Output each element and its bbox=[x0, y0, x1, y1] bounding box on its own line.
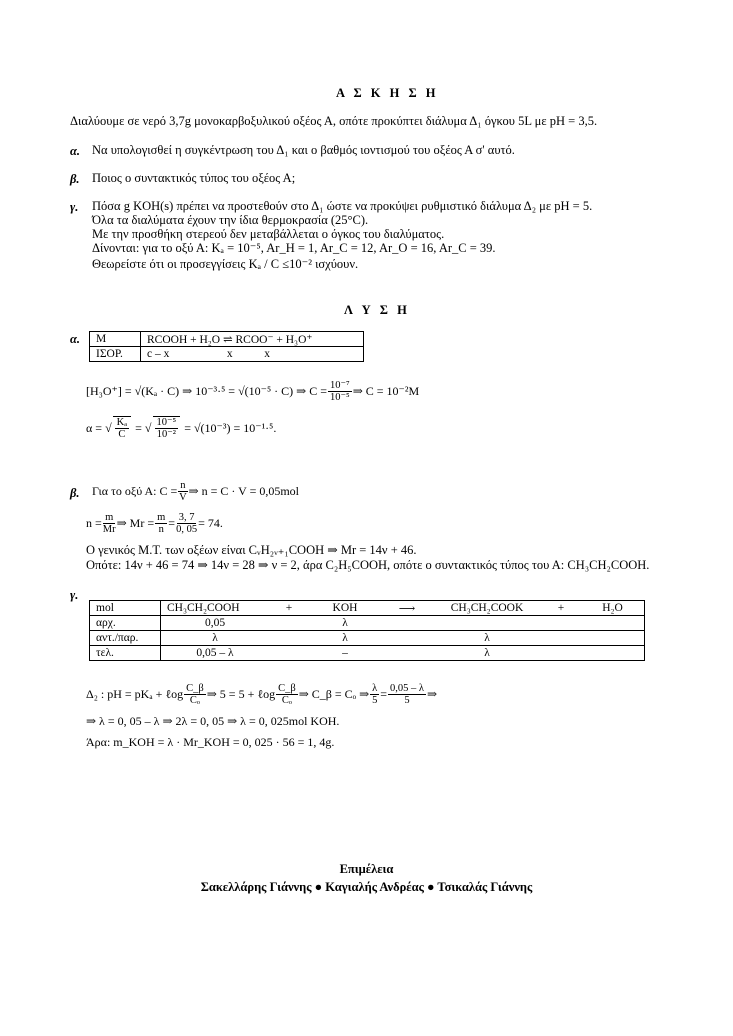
reaction-table bbox=[89, 600, 645, 661]
numerator: C_β bbox=[278, 683, 296, 694]
exercise-intro: Διαλύουμε σε νερό 3,7g μονοκαρβοξυλικού οξέος Α, οπότε προκύπτει διάλυμα Δ₁ όγκου 5L με pH = 3,5. bbox=[70, 114, 598, 128]
equation-part: = 74. bbox=[198, 516, 223, 530]
table-cell bbox=[581, 631, 645, 646]
fraction bbox=[276, 683, 298, 706]
denominator: V bbox=[179, 492, 187, 503]
equation-part: [H₃O⁺] = √(Kₐ · C) ⇒ 10⁻³·⁵ = √(10⁻⁵ · C) ⇒ C = bbox=[86, 384, 327, 398]
question-c-line: Όλα τα διαλύματα έχουν την ίδια θερμοκρασία (25°C). bbox=[92, 213, 369, 227]
table-cell: KOH bbox=[309, 601, 381, 616]
fraction bbox=[178, 480, 187, 503]
table-cell: λ bbox=[433, 631, 541, 646]
table-cell bbox=[541, 616, 581, 631]
table-cell bbox=[381, 616, 433, 631]
fraction bbox=[113, 416, 131, 440]
conclusion-line: Οπότε: 14ν + 46 = 74 ⇒ 14ν = 28 ⇒ ν = 2, άρα C₂H₅COOH, οπότε ο συντακτικός τύπος του Α: CH₃CH₂COOH. bbox=[86, 558, 650, 572]
equation-part: = bbox=[135, 420, 142, 435]
table-row bbox=[90, 646, 645, 661]
denominator: 10⁻² bbox=[156, 429, 176, 440]
equation-buffer-ph bbox=[86, 683, 437, 706]
equation-part: n = bbox=[86, 516, 102, 530]
table-cell: ΙΣΟΡ. bbox=[90, 347, 141, 362]
denominator: Mr bbox=[102, 524, 116, 535]
equation-part: = √(10⁻³) = 10⁻¹·⁵. bbox=[184, 420, 277, 435]
question-a-label: α. bbox=[70, 144, 81, 158]
fraction bbox=[153, 416, 181, 440]
table-cell bbox=[269, 646, 309, 661]
table-cell bbox=[381, 646, 433, 661]
numerator: 0,05 – λ bbox=[390, 683, 424, 694]
solution-title: Λ Υ Σ Η bbox=[344, 303, 410, 317]
denominator: Cₒ bbox=[189, 695, 200, 706]
denominator: 10⁻⁵ bbox=[330, 392, 350, 403]
numerator: m bbox=[105, 512, 114, 523]
denominator: Cₒ bbox=[281, 695, 292, 706]
table-cell: CH₃CH₂COOK bbox=[433, 601, 541, 616]
fraction bbox=[388, 683, 426, 706]
equation-ionization-degree: α = √ $\frac{\text{Kₐ}}{C}$ = √ $\frac{\text{10⁻⁵}}{\text{10⁻²}}$ = √(10⁻³) = 10⁻¹·⁵. bbox=[86, 417, 277, 440]
equation-part: = bbox=[168, 516, 176, 530]
fraction bbox=[328, 380, 352, 403]
table-cell: λ bbox=[161, 631, 270, 646]
table-cell: λ bbox=[309, 631, 381, 646]
equation-part: ⇒ n = C · V = 0,05mol bbox=[188, 484, 300, 498]
table-cell: λ bbox=[309, 616, 381, 631]
equation-part: ⇒ Mr = bbox=[116, 516, 155, 530]
numerator: Kₐ bbox=[116, 417, 128, 428]
equation-part: = bbox=[380, 687, 388, 701]
fraction bbox=[103, 512, 116, 535]
table-cell bbox=[581, 646, 645, 661]
table-row bbox=[90, 631, 645, 646]
equation-part: ⇒ bbox=[427, 687, 438, 701]
table-cell: M bbox=[90, 332, 141, 347]
table-cell: ⟶ bbox=[381, 601, 433, 616]
numerator: 10⁻⁵ bbox=[156, 417, 177, 428]
table-cell: mol bbox=[90, 601, 161, 616]
equation-moles bbox=[92, 480, 299, 503]
table-cell bbox=[269, 631, 309, 646]
denominator: 5 bbox=[372, 695, 378, 706]
numerator: 10⁻⁷ bbox=[330, 380, 350, 391]
table-cell: αρχ. bbox=[90, 616, 161, 631]
table-row bbox=[90, 616, 645, 631]
table-cell bbox=[581, 616, 645, 631]
table-cell: αντ./παρ. bbox=[90, 631, 161, 646]
question-c-line: Δίνονται: για το οξύ Α: Kₐ = 10⁻⁵, Ar_H = 1, Ar_C = 12, Ar_O = 16, Ar_C = 39. bbox=[92, 241, 496, 255]
table-cell: H₂O bbox=[581, 601, 645, 616]
fraction bbox=[370, 683, 379, 706]
credits-heading: Επιμέλεια bbox=[339, 862, 394, 876]
table-cell: – bbox=[309, 646, 381, 661]
table-cell bbox=[541, 631, 581, 646]
question-c-line: Με την προσθήκη στερεού δεν μεταβάλλεται ο όγκος του διαλύματος. bbox=[92, 227, 445, 241]
numerator: 3, 7 bbox=[178, 512, 195, 523]
table-cell bbox=[433, 616, 541, 631]
equation-part: ⇒ C_β = Cₒ ⇒ bbox=[298, 687, 370, 701]
question-b-label: β. bbox=[70, 172, 80, 186]
equation-part: ⇒ 5 = 5 + ℓog bbox=[206, 687, 276, 701]
table-cell: RCOOH + H₂O ⇌ RCOO⁻ + H₃O⁺ bbox=[141, 332, 364, 347]
table-cell: 0,05 – λ bbox=[161, 646, 270, 661]
numerator: m bbox=[157, 512, 166, 523]
fraction bbox=[176, 512, 197, 535]
table-cell bbox=[381, 631, 433, 646]
equation-part: ⇒ C = 10⁻²M bbox=[352, 384, 420, 398]
table-cell: + bbox=[541, 601, 581, 616]
general-formula-line: Ο γενικός Μ.Τ. των οξέων είναι CᵥH₂ᵥ₊₁COOH ⇒ Mr = 14ν + 46. bbox=[86, 543, 417, 557]
numerator: λ bbox=[372, 683, 378, 694]
table-cell bbox=[269, 616, 309, 631]
equation-part: Για το οξύ Α: C = bbox=[92, 484, 178, 498]
table-row bbox=[90, 332, 364, 347]
denominator: 5 bbox=[404, 695, 410, 706]
question-c-line: Θεωρείστε ότι οι προσεγγίσεις Kₐ / C ≤10⁻² ισχύουν. bbox=[92, 257, 359, 271]
question-a-text: Να υπολογισθεί η συγκέντρωση του Δ₁ και ο βαθμός ιοντισμού του οξέος Α σ' αυτό. bbox=[92, 143, 515, 157]
credits-names: Σακελλάρης Γιάννης ● Καγιαλής Ανδρέας ● Τσικαλάς Γιάννης bbox=[200, 880, 533, 894]
numerator: C_β bbox=[186, 683, 204, 694]
table-cell: λ bbox=[433, 646, 541, 661]
table-cell: CH₃CH₂COOH bbox=[161, 601, 270, 616]
question-c-line: Πόσα g KOH(s) πρέπει να προστεθούν στο Δ₁ ώστε να προκύψει ρυθμιστικό διάλυμα Δ₂ με pH = 5. bbox=[92, 199, 593, 213]
fraction bbox=[184, 683, 206, 706]
equation-lambda: ⇒ λ = 0, 05 – λ ⇒ 2λ = 0, 05 ⇒ λ = 0, 025mol KOH. bbox=[86, 714, 340, 728]
denominator: n bbox=[158, 524, 164, 535]
table-cell: + bbox=[269, 601, 309, 616]
equation-part: α = bbox=[86, 420, 103, 435]
question-b-text: Ποιος ο συντακτικός τύπος του οξέος Α; bbox=[92, 171, 296, 185]
table-row bbox=[90, 601, 645, 616]
denominator: 0, 05 bbox=[176, 524, 198, 535]
solution-c-label: γ. bbox=[70, 588, 79, 602]
table-cell bbox=[541, 646, 581, 661]
exercise-title: Α Σ Κ Η Σ Η bbox=[336, 86, 439, 100]
solution-a-label: α. bbox=[70, 332, 81, 346]
table-row bbox=[90, 347, 364, 362]
solution-b-label: β. bbox=[70, 486, 80, 500]
equation-molar-mass bbox=[86, 512, 223, 535]
fraction bbox=[155, 512, 167, 535]
equation-mass-koh: Άρα: m_KOH = λ · Mr_KOH = 0, 025 · 56 = 1, 4g. bbox=[86, 735, 335, 749]
numerator: n bbox=[180, 480, 186, 491]
table-cell: τελ. bbox=[90, 646, 161, 661]
question-c-label: γ. bbox=[70, 200, 79, 214]
table-cell: c – x x x bbox=[141, 347, 364, 362]
equation-part: Δ₂ : pH = pKₐ + ℓog bbox=[86, 687, 184, 701]
table-cell: 0,05 bbox=[161, 616, 270, 631]
equilibrium-table bbox=[89, 331, 364, 362]
denominator: C bbox=[118, 429, 126, 440]
equation-concentration bbox=[86, 380, 419, 403]
